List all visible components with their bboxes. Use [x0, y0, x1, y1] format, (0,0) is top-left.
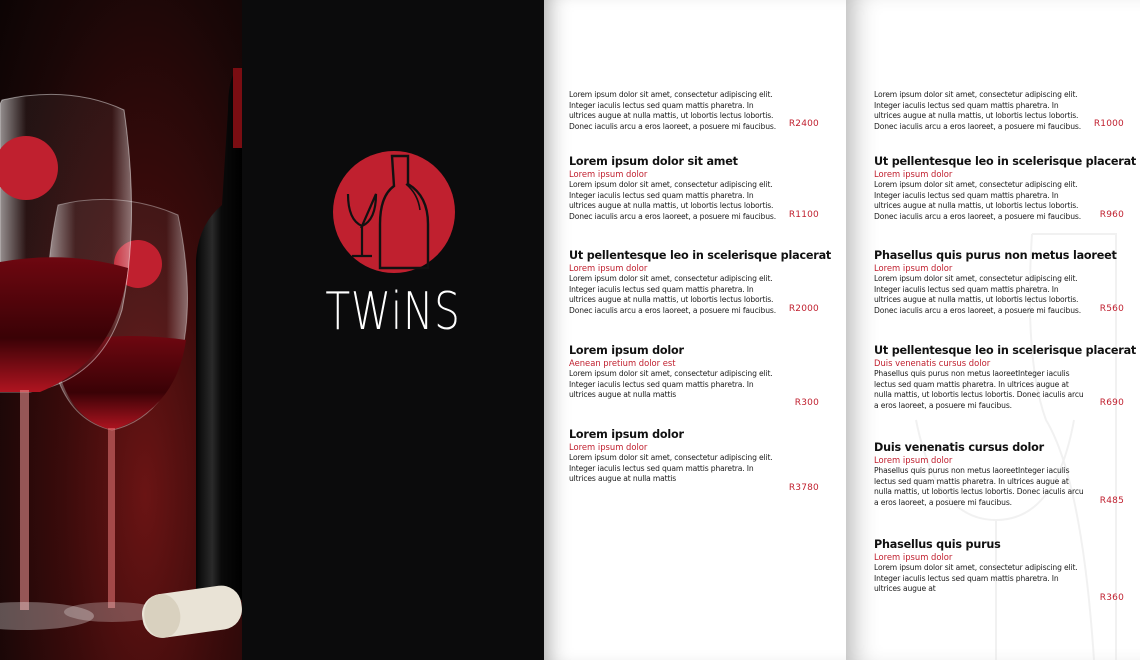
menu-item-subtitle: Lorem ipsum dolor — [874, 552, 953, 562]
menu-item — [874, 538, 1124, 603]
menu-item-title: Ut pellentesque leo in scelerisque placerat — [874, 155, 1137, 168]
menu-item-description: Lorem ipsum dolor sit amet, consectetur adipiscing elit. Integer iaculis lectus sed quam mattis pharetra. In ultrices augue at — [874, 563, 1078, 594]
menu-cover — [242, 0, 544, 660]
menu-item-title: Phasellus quis purus — [874, 538, 1001, 551]
menu-item-description: Lorem ipsum dolor sit amet, consectetur adipiscing elit. Integer iaculis lectus sed quam mattis pharetra. In ultrices augue at nulla mattis, ut lobortis lectus lobortis. Donec iaculis arcu a eros laoreet, a posuere mi faucibus. — [569, 90, 776, 132]
menu-item-subtitle: Aenean pretium dolor est — [569, 358, 676, 368]
menu-item-price: R2000 — [788, 304, 819, 314]
menu-item-title: Ut pellentesque leo in scelerisque placerat — [569, 249, 832, 262]
wine-photo — [0, 0, 242, 660]
menu-item-description: Lorem ipsum dolor sit amet, consectetur adipiscing elit. Integer iaculis lectus sed quam mattis pharetra. In ultrices augue at nulla mattis, ut lobortis lectus lobortis. Donec iaculis arcu a eros laoreet, a posuere mi faucibus. — [874, 180, 1081, 222]
menu-item-subtitle: Lorem ipsum dolor — [874, 169, 953, 179]
menu-item-title: Ut pellentesque leo in scelerisque placerat — [874, 344, 1137, 357]
brand-name: TWiNS — [325, 282, 461, 342]
menu-item-subtitle: Lorem ipsum dolor — [874, 263, 953, 273]
menu-item-price: R2400 — [788, 119, 819, 129]
menu-item-title: Lorem ipsum dolor — [569, 344, 684, 357]
menu-item — [874, 344, 1137, 412]
menu-item — [569, 155, 819, 223]
menu-item-title: Duis venenatis cursus dolor — [874, 441, 1044, 454]
menu-item-subtitle: Duis venenatis cursus dolor — [874, 358, 991, 368]
menu-item — [569, 249, 832, 317]
wine-glasses-illustration — [0, 0, 242, 660]
menu-item-description: Lorem ipsum dolor sit amet, consectetur adipiscing elit. Integer iaculis lectus sed quam mattis pharetra. In ultrices augue at nulla mattis, ut lobortis lectus lobortis. Donec iaculis arcu a eros laoreet, a posuere mi faucibus. — [874, 90, 1081, 132]
menu-item-price: R360 — [1099, 593, 1124, 603]
menu-item-price: R1100 — [788, 210, 819, 220]
menu-page-right — [846, 0, 1140, 660]
menu-item-description: Lorem ipsum dolor sit amet, consectetur adipiscing elit. Integer iaculis lectus sed quam mattis pharetra. In ultrices augue at nulla mattis — [569, 369, 773, 400]
menu-page-left — [544, 0, 846, 660]
menu-item-title: Lorem ipsum dolor sit amet — [569, 155, 738, 168]
menu-item-description: Phasellus quis purus non metus laoreetInteger iaculis lectus sed quam mattis pharetra. In ultrices augue at nulla mattis, ut lobortis lectus lobortis. Donec iaculis arcu a eros laoreet, a posuere mi faucibus. — [874, 369, 1084, 411]
menu-item-subtitle: Lorem ipsum dolor — [569, 263, 648, 273]
menu-item-price: R960 — [1099, 210, 1124, 220]
menu-item — [874, 441, 1124, 509]
menu-item-subtitle: Lorem ipsum dolor — [569, 169, 648, 179]
menu-item-price: R1000 — [1093, 119, 1124, 129]
menu-item-price: R300 — [794, 398, 819, 408]
menu-item-price: R485 — [1099, 496, 1124, 506]
menu-item — [569, 90, 819, 133]
menu-item — [874, 155, 1137, 223]
menu-item-title: Lorem ipsum dolor — [569, 428, 684, 441]
menu-item — [874, 249, 1124, 317]
menu-item-description: Phasellus quis purus non metus laoreetInteger iaculis lectus sed quam mattis pharetra. In ultrices augue at nulla mattis, ut lobortis lectus lobortis. Donec iaculis arcu a eros laoreet, a posuere mi faucibus. — [874, 466, 1084, 508]
menu-item-subtitle: Lorem ipsum dolor — [569, 442, 648, 452]
menu-item-subtitle: Lorem ipsum dolor — [874, 455, 953, 465]
menu-item-title: Phasellus quis purus non metus laoreet — [874, 249, 1117, 262]
menu-item-description: Lorem ipsum dolor sit amet, consectetur adipiscing elit. Integer iaculis lectus sed quam mattis pharetra. In ultrices augue at nulla mattis, ut lobortis lectus lobortis. Donec iaculis arcu a eros laoreet, a posuere mi faucibus. — [569, 180, 776, 222]
wine-glass-and-bottle-icon — [332, 150, 456, 274]
menu-item — [569, 428, 819, 493]
menu-item-price: R690 — [1099, 398, 1124, 408]
menu-item-price: R560 — [1099, 304, 1124, 314]
menu-item — [874, 90, 1124, 133]
menu-item-description: Lorem ipsum dolor sit amet, consectetur adipiscing elit. Integer iaculis lectus sed quam mattis pharetra. In ultrices augue at nulla mattis, ut lobortis lectus lobortis. Donec iaculis arcu a eros laoreet, a posuere mi faucibus. — [569, 274, 776, 316]
menu-item-price: R3780 — [788, 483, 819, 493]
menu-item-description: Lorem ipsum dolor sit amet, consectetur adipiscing elit. Integer iaculis lectus sed quam mattis pharetra. In ultrices augue at nulla mattis, ut lobortis lectus lobortis. Donec iaculis arcu a eros laoreet, a posuere mi faucibus. — [874, 274, 1081, 316]
menu-item — [569, 344, 819, 408]
menu-item-description: Lorem ipsum dolor sit amet, consectetur adipiscing elit. Integer iaculis lectus sed quam mattis pharetra. In ultrices augue at nulla mattis — [569, 453, 773, 484]
